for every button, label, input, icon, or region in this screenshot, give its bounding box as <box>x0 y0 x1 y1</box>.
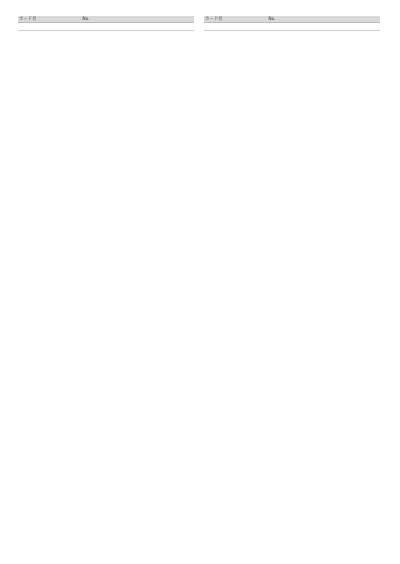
left-table-body <box>18 23 194 31</box>
right-table-body <box>204 23 380 31</box>
card-rarity-cell <box>138 23 163 31</box>
left-index-column <box>18 16 194 31</box>
left-index-table <box>18 16 194 31</box>
side-index-tab <box>386 300 398 550</box>
card-rarity-cell <box>324 23 349 31</box>
right-index-table <box>204 16 380 31</box>
table-row <box>18 23 194 31</box>
card-type-cell <box>106 23 138 31</box>
card-page-cell <box>162 23 194 31</box>
card-number-cell <box>267 23 292 31</box>
header-number: No. <box>81 16 106 23</box>
card-type-cell <box>292 23 324 31</box>
card-name-cell <box>204 23 267 31</box>
card-number-cell <box>81 23 106 31</box>
header-number: No. <box>267 16 292 23</box>
card-name-cell <box>18 23 81 31</box>
table-row <box>204 23 380 31</box>
right-index-column <box>204 16 380 31</box>
header-card-name: カード名 <box>204 16 267 23</box>
side-index-label <box>386 300 398 550</box>
header-card-name: カード名 <box>18 16 81 23</box>
card-page-cell <box>348 23 380 31</box>
